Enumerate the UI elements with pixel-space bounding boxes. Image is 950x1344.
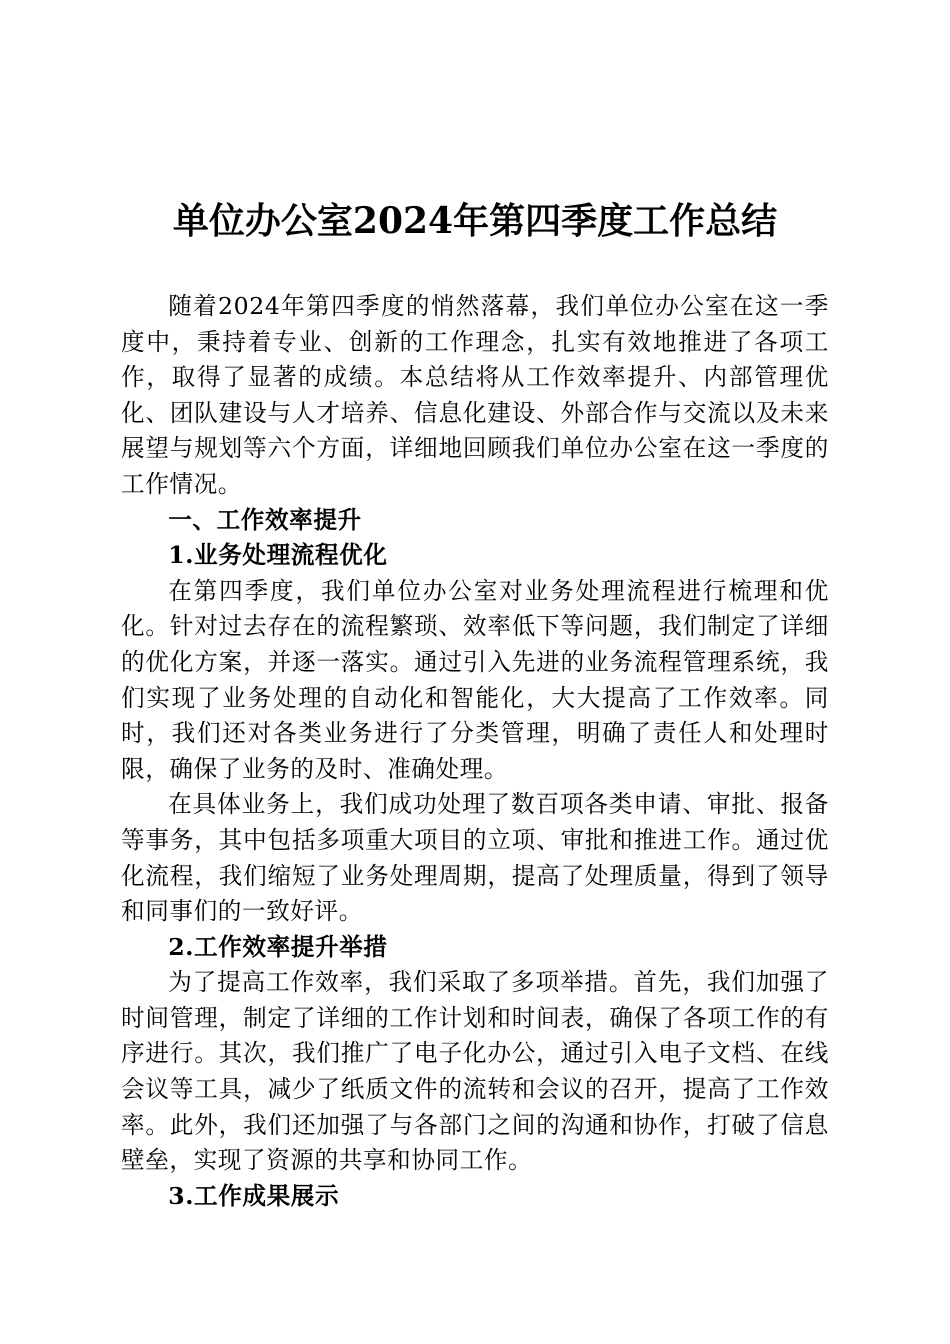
subsection-heading-1-2: 2.工作效率提升举措 [168, 932, 388, 961]
document-title: 单位办公室2024年第四季度工作总结 [172, 200, 778, 242]
subsection-heading-1-3: 3.工作成果展示 [168, 1181, 340, 1210]
intro-paragraph: 随着2024年第四季度的悄然落幕，我们单位办公室在这一季度中，秉持着专业、创新的工作理念，扎实有效地推进了各项工作，取得了显著的成绩。本总结将从工作效率提升、内部管理优化、团队建设与人才培养、信息化建设、外部合作与交流以及未来展望与规划等六个方面，详细地回顾我们单位办公室在这一季度的工作情况。 [121, 292, 829, 498]
document-body [121, 289, 829, 1214]
paragraph-1-2-a: 为了提高工作效率，我们采取了多项举措。首先，我们加强了时间管理，制定了详细的工作计划和时间表，确保了各项工作的有序进行。其次，我们推广了电子化办公，通过引入电子文档、在线会议等工具，减少了纸质文件的流转和会议的召开，提高了工作效率。此外，我们还加强了与各部门之间的沟通和协作，打破了信息壁垒，实现了资源的共享和协同工作。 [121, 968, 829, 1175]
subsection-heading-1-1: 1.业务处理流程优化 [168, 541, 388, 570]
paragraph-1-1-a: 在第四季度，我们单位办公室对业务处理流程进行梳理和优化。针对过去存在的流程繁琐、效率低下等问题，我们制定了详细的优化方案，并逐一落实。通过引入先进的业务流程管理系统，我们实现了业务处理的自动化和智能化，大大提高了工作效率。同时，我们还对各类业务进行了分类管理，明确了责任人和处理时限，确保了业务的及时、准确处理。 [121, 576, 829, 783]
paragraph-1-1-b: 在具体业务上，我们成功处理了数百项各类申请、审批、报备等事务，其中包括多项重大项目的立项、审批和推进工作。通过优化流程，我们缩短了业务处理周期，提高了处理质量，得到了领导和同事们的一致好评。 [121, 790, 829, 926]
section-heading-1: 一、工作效率提升 [168, 505, 362, 534]
